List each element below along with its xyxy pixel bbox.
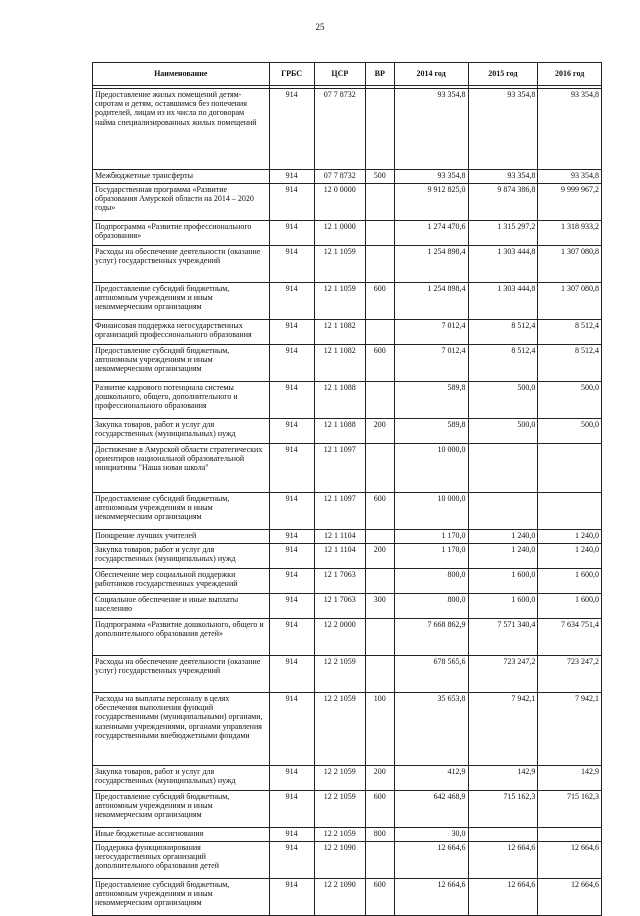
cell-2014: 678 565,6: [394, 656, 468, 693]
cell-2014: 800,0: [394, 569, 468, 594]
table-row: [93, 619, 602, 656]
cell-name: Поддержка функционирования негосударственных организаций дополнительного образования детей: [93, 842, 270, 879]
cell-name: Предоставление субсидий бюджетным, автономным учреждениям и иным некоммерческим организациям: [93, 283, 270, 320]
cell-csr: 12 1 1082: [314, 345, 365, 382]
cell-2014: 93 354,8: [394, 89, 468, 170]
cell-2015: [468, 828, 538, 842]
header-2014: 2014 год: [394, 63, 468, 86]
cell-2016: 1 240,0: [538, 530, 602, 544]
cell-name: Предоставление субсидий бюджетным, автономным учреждениям и иным некоммерческим организациям: [93, 493, 270, 530]
cell-2016: 1 318 933,2: [538, 221, 602, 246]
cell-grbs: 914: [269, 544, 314, 569]
cell-vr: 200: [365, 419, 394, 444]
cell-grbs: 914: [269, 320, 314, 345]
cell-vr: [365, 656, 394, 693]
cell-vr: [365, 89, 394, 170]
cell-2016: 93 354,8: [538, 89, 602, 170]
cell-2014: 589,8: [394, 382, 468, 419]
cell-csr: 12 1 1104: [314, 530, 365, 544]
cell-2016: 1 240,0: [538, 544, 602, 569]
cell-csr: 12 1 1059: [314, 246, 365, 283]
cell-2016: 142,9: [538, 766, 602, 791]
cell-2016: 7 942,1: [538, 693, 602, 766]
cell-2016: 723 247,2: [538, 656, 602, 693]
cell-2016: 715 162,3: [538, 791, 602, 828]
cell-vr: 200: [365, 544, 394, 569]
cell-2014: 589,8: [394, 419, 468, 444]
cell-name: Межбюджетные трансферты: [93, 170, 270, 184]
cell-vr: [365, 444, 394, 493]
cell-2014: 1 274 470,6: [394, 221, 468, 246]
cell-csr: 12 2 1059: [314, 766, 365, 791]
cell-grbs: 914: [269, 345, 314, 382]
cell-2014: 7 012,4: [394, 345, 468, 382]
cell-2015: 8 512,4: [468, 345, 538, 382]
cell-2014: 10 000,0: [394, 444, 468, 493]
cell-name: Подпрограмма «Развитие профессионального образования»: [93, 221, 270, 246]
cell-2016: 1 307 080,8: [538, 283, 602, 320]
cell-csr: 12 2 1059: [314, 828, 365, 842]
cell-csr: 12 2 1059: [314, 693, 365, 766]
cell-vr: [365, 530, 394, 544]
cell-grbs: 914: [269, 619, 314, 656]
cell-csr: 07 7 8732: [314, 170, 365, 184]
header-2016: 2016 год: [538, 63, 602, 86]
cell-2016: 12 664,6: [538, 842, 602, 879]
table-row: [93, 693, 602, 766]
header-grbs: ГРБС: [269, 63, 314, 86]
cell-2015: 7 571 340,4: [468, 619, 538, 656]
cell-grbs: 914: [269, 828, 314, 842]
cell-csr: 12 1 1104: [314, 544, 365, 569]
cell-2016: 8 512,4: [538, 345, 602, 382]
cell-csr: 12 0 0000: [314, 184, 365, 221]
table-row: [93, 444, 602, 493]
cell-csr: 12 1 1082: [314, 320, 365, 345]
cell-grbs: 914: [269, 444, 314, 493]
cell-name: Развитие кадрового потенциала системы дошкольного, общего, дополнительного и профессионального образования: [93, 382, 270, 419]
cell-2016: 93 354,8: [538, 170, 602, 184]
cell-2016: 1 307 080,8: [538, 246, 602, 283]
cell-grbs: 914: [269, 530, 314, 544]
cell-csr: 12 1 0000: [314, 221, 365, 246]
cell-2015: 12 664,6: [468, 842, 538, 879]
table-row: [93, 493, 602, 530]
cell-2014: 93 354,8: [394, 170, 468, 184]
cell-2015: [468, 444, 538, 493]
cell-2016: [538, 828, 602, 842]
table-row: [93, 594, 602, 619]
cell-2015: 93 354,8: [468, 89, 538, 170]
cell-grbs: 914: [269, 283, 314, 320]
cell-2015: 1 303 444,8: [468, 246, 538, 283]
cell-2016: 8 512,4: [538, 320, 602, 345]
cell-name: Социальное обеспечение и иные выплаты населению: [93, 594, 270, 619]
cell-csr: 12 2 1059: [314, 791, 365, 828]
cell-grbs: 914: [269, 656, 314, 693]
table-row: [93, 791, 602, 828]
cell-grbs: 914: [269, 594, 314, 619]
cell-vr: 800: [365, 828, 394, 842]
cell-name: Достижение в Амурской области стратегических ориентиров национальной образовательной инициативы "Наша новая школа": [93, 444, 270, 493]
cell-vr: 600: [365, 791, 394, 828]
table-row: [93, 828, 602, 842]
table-row: [93, 879, 602, 916]
cell-2014: 12 664,6: [394, 879, 468, 916]
page-number: 25: [315, 22, 325, 32]
cell-2015: [468, 493, 538, 530]
cell-vr: [365, 221, 394, 246]
cell-grbs: 914: [269, 89, 314, 170]
cell-csr: 12 2 1090: [314, 842, 365, 879]
cell-2015: 93 354,8: [468, 170, 538, 184]
table-row: [93, 89, 602, 170]
table-header-row: [93, 63, 602, 86]
table-row: [93, 283, 602, 320]
cell-grbs: 914: [269, 246, 314, 283]
cell-csr: 12 1 1097: [314, 444, 365, 493]
cell-grbs: 914: [269, 879, 314, 916]
cell-csr: 12 1 1097: [314, 493, 365, 530]
cell-name: Предоставление субсидий бюджетным, автономным учреждениям и иным некоммерческим организациям: [93, 345, 270, 382]
cell-vr: [365, 842, 394, 879]
cell-name: Расходы на выплаты персоналу в целях обеспечения выполнения функций государственными (муниципальными) органами, казенными учреждениями, органами управления государственными внебюджетными фондами: [93, 693, 270, 766]
cell-csr: 12 1 1088: [314, 382, 365, 419]
table-row: [93, 569, 602, 594]
cell-vr: 200: [365, 766, 394, 791]
cell-2014: 12 664,6: [394, 842, 468, 879]
table-row: [93, 170, 602, 184]
cell-2014: 1 170,0: [394, 544, 468, 569]
cell-2015: 500,0: [468, 419, 538, 444]
cell-name: Закупка товаров, работ и услуг для государственных (муниципальных) нужд: [93, 419, 270, 444]
cell-2016: 500,0: [538, 419, 602, 444]
cell-vr: [365, 246, 394, 283]
cell-2014: 9 912 825,0: [394, 184, 468, 221]
cell-2014: 1 170,0: [394, 530, 468, 544]
cell-2016: 500,0: [538, 382, 602, 419]
cell-2014: 30,0: [394, 828, 468, 842]
cell-name: Государственная программа «Развитие образования Амурской области на 2014 – 2020 годы»: [93, 184, 270, 221]
table-row: [93, 842, 602, 879]
header-vr: ВР: [365, 63, 394, 86]
cell-2015: 1 600,0: [468, 594, 538, 619]
cell-vr: 500: [365, 170, 394, 184]
cell-grbs: 914: [269, 569, 314, 594]
cell-grbs: 914: [269, 382, 314, 419]
cell-2016: 7 634 751,4: [538, 619, 602, 656]
cell-vr: 600: [365, 493, 394, 530]
cell-2016: 9 999 967,2: [538, 184, 602, 221]
cell-2014: 7 668 862,9: [394, 619, 468, 656]
header-name: Наименование: [93, 63, 270, 86]
cell-name: Закупка товаров, работ и услуг для государственных (муниципальных) нужд: [93, 544, 270, 569]
table-row: [93, 221, 602, 246]
cell-2014: 412,9: [394, 766, 468, 791]
cell-2016: 1 600,0: [538, 569, 602, 594]
cell-grbs: 914: [269, 842, 314, 879]
cell-vr: 600: [365, 879, 394, 916]
cell-csr: 12 1 1088: [314, 419, 365, 444]
cell-2015: 1 240,0: [468, 544, 538, 569]
table-row: [93, 766, 602, 791]
cell-2015: 142,9: [468, 766, 538, 791]
table-row: [93, 530, 602, 544]
table-row: [93, 382, 602, 419]
cell-name: Иные бюджетные ассигнования: [93, 828, 270, 842]
cell-grbs: 914: [269, 791, 314, 828]
cell-2015: 1 315 297,2: [468, 221, 538, 246]
cell-vr: [365, 382, 394, 419]
cell-name: Закупка товаров, работ и услуг для государственных (муниципальных) нужд: [93, 766, 270, 791]
cell-vr: [365, 619, 394, 656]
cell-name: Обеспечение мер социальной поддержки работников государственных учреждений: [93, 569, 270, 594]
cell-grbs: 914: [269, 419, 314, 444]
cell-2016: [538, 493, 602, 530]
cell-2015: 723 247,2: [468, 656, 538, 693]
cell-vr: [365, 320, 394, 345]
table-row: [93, 184, 602, 221]
cell-2015: 12 664,6: [468, 879, 538, 916]
cell-2014: 800,0: [394, 594, 468, 619]
cell-vr: 600: [365, 345, 394, 382]
cell-2014: 10 000,0: [394, 493, 468, 530]
cell-2014: 642 468,9: [394, 791, 468, 828]
cell-grbs: 914: [269, 221, 314, 246]
cell-vr: 600: [365, 283, 394, 320]
table-row: [93, 656, 602, 693]
cell-csr: 12 2 1059: [314, 656, 365, 693]
cell-2015: 8 512,4: [468, 320, 538, 345]
cell-name: Предоставление жилых помещений детям-сиротам и детям, оставшимся без попечения родителей, лицам из их числа по договорам найма специализированных жилых помещений: [93, 89, 270, 170]
cell-vr: [365, 569, 394, 594]
table-row: [93, 419, 602, 444]
table-body: [93, 89, 602, 916]
cell-grbs: 914: [269, 766, 314, 791]
cell-2014: 35 653,8: [394, 693, 468, 766]
cell-name: Расходы на обеспечение деятельности (оказание услуг) государственных учреждений: [93, 656, 270, 693]
cell-name: Подпрограмма «Развитие дошкольного, общего и дополнительного образования детей»: [93, 619, 270, 656]
cell-grbs: 914: [269, 170, 314, 184]
header-csr: ЦСР: [314, 63, 365, 86]
cell-csr: 12 2 1090: [314, 879, 365, 916]
cell-vr: [365, 184, 394, 221]
budget-table: [92, 62, 602, 916]
cell-2014: 7 012,4: [394, 320, 468, 345]
cell-2016: [538, 444, 602, 493]
cell-csr: 12 1 7063: [314, 569, 365, 594]
cell-2015: 715 162,3: [468, 791, 538, 828]
cell-2015: 1 303 444,8: [468, 283, 538, 320]
table-row: [93, 246, 602, 283]
table-row: [93, 544, 602, 569]
cell-2014: 1 254 898,4: [394, 246, 468, 283]
table-row: [93, 320, 602, 345]
cell-2015: 1 600,0: [468, 569, 538, 594]
cell-2015: 1 240,0: [468, 530, 538, 544]
cell-csr: 12 1 1059: [314, 283, 365, 320]
cell-2016: 12 664,6: [538, 879, 602, 916]
cell-csr: 12 2 0000: [314, 619, 365, 656]
cell-2015: 7 942,1: [468, 693, 538, 766]
header-2015: 2015 год: [468, 63, 538, 86]
cell-name: Предоставление субсидий бюджетным, автономным учреждениям и иным некоммерческим организациям: [93, 879, 270, 916]
cell-2016: 1 600,0: [538, 594, 602, 619]
cell-name: Расходы на обеспечение деятельности (оказание услуг) государственных учреждений: [93, 246, 270, 283]
cell-grbs: 914: [269, 493, 314, 530]
cell-vr: 100: [365, 693, 394, 766]
cell-grbs: 914: [269, 184, 314, 221]
table-row: [93, 345, 602, 382]
cell-name: Финансовая поддержка негосударственных организаций профессионального образования: [93, 320, 270, 345]
cell-name: Поощрение лучших учителей: [93, 530, 270, 544]
cell-name: Предоставление субсидий бюджетным, автономным учреждениям и иным некоммерческим организациям: [93, 791, 270, 828]
cell-csr: 12 1 7063: [314, 594, 365, 619]
cell-2014: 1 254 898,4: [394, 283, 468, 320]
cell-grbs: 914: [269, 693, 314, 766]
cell-2015: 9 874 386,8: [468, 184, 538, 221]
cell-vr: 300: [365, 594, 394, 619]
cell-csr: 07 7 8732: [314, 89, 365, 170]
cell-2015: 500,0: [468, 382, 538, 419]
